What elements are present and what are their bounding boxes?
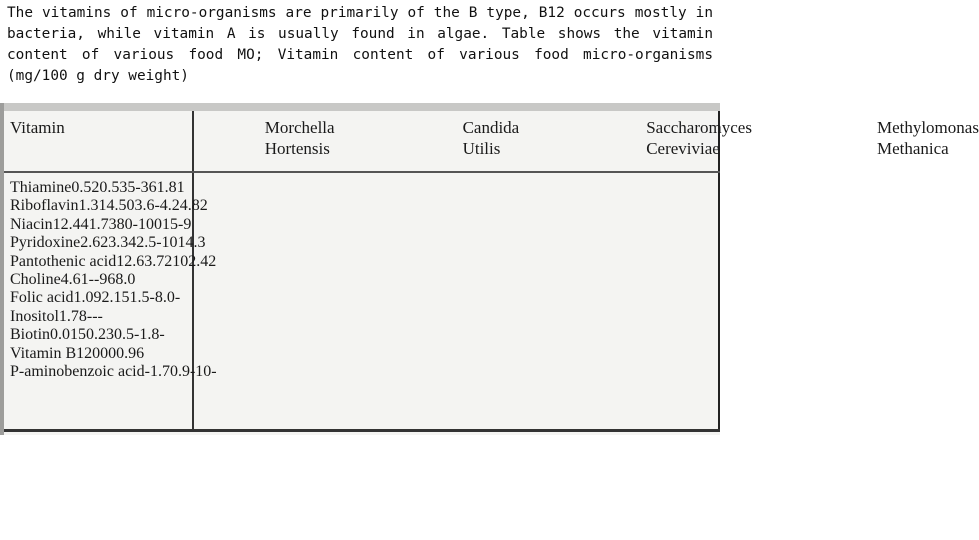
value-cell-v3: - bbox=[94, 270, 100, 288]
bottom-rule bbox=[4, 429, 720, 432]
value-cell-v1: 12.4 bbox=[52, 215, 81, 233]
scan-left-shade bbox=[0, 103, 4, 435]
table-body bbox=[10, 179, 716, 381]
vitamin-name-cell: Pantothenic acid bbox=[10, 252, 117, 270]
value-cell-v2: 0.53 bbox=[99, 179, 128, 196]
value-cell-v3: 5-36 bbox=[127, 179, 157, 196]
value-cell-v1: 0.52 bbox=[71, 179, 100, 196]
value-cell-v3: 2.5-10 bbox=[136, 234, 178, 252]
value-cell-v2: 3.34 bbox=[108, 234, 137, 252]
value-cell-v4: 968.0 bbox=[99, 270, 136, 288]
value-cell-v4: 15-9 bbox=[161, 215, 192, 233]
value-cell-v4: - bbox=[211, 362, 217, 380]
value-cell-v3: 1.5-8.0 bbox=[129, 289, 175, 307]
value-cell-v3: 0.5-1.8 bbox=[114, 326, 160, 344]
intro-paragraph: The vitamins of micro-organisms are primarily of the B type, B12 occurs mostly in bacteria, while vitamin A is usually found in algae. Table shows the vitamin content of various food MO; Vitamin content of various food micro-organisms (mg/100 g dry weight) bbox=[7, 5, 713, 84]
value-cell-v1: 1.78 bbox=[58, 307, 87, 325]
value-cell-v1: 0 bbox=[92, 344, 101, 362]
value-cell-v4: 1.81 bbox=[156, 179, 185, 196]
value-cell-v4: - bbox=[97, 307, 103, 325]
value-cell-v2: - bbox=[88, 270, 94, 288]
table-row bbox=[10, 326, 716, 344]
value-cell-v1: 0.015 bbox=[50, 326, 87, 344]
vitamin-name-cell: Inositol bbox=[10, 307, 59, 325]
vitamin-name-cell: Biotin bbox=[10, 326, 51, 344]
vitamin-name-cell: Riboflavin bbox=[10, 197, 79, 215]
vitamin-name-cell: Vitamin B12 bbox=[10, 344, 93, 362]
table-header-row bbox=[10, 117, 979, 169]
vitamin-name-cell: Folic acid bbox=[10, 289, 74, 307]
value-cell-v1: - bbox=[144, 362, 150, 380]
value-cell-v2: 0 bbox=[100, 344, 109, 362]
vitamin-name-cell: Niacin bbox=[10, 215, 53, 233]
table-row bbox=[10, 308, 716, 326]
value-cell-v4: 0.96 bbox=[116, 344, 145, 362]
table-row bbox=[10, 216, 716, 234]
header-rule bbox=[4, 171, 720, 173]
value-cell-v2: 0.23 bbox=[86, 326, 115, 344]
value-cell-v1: 1.31 bbox=[78, 197, 107, 215]
table-row bbox=[10, 253, 716, 271]
scan-top-shade bbox=[0, 103, 720, 111]
table-row bbox=[10, 363, 716, 381]
vitamin-name-cell: P-aminobenzoic acid bbox=[10, 362, 145, 380]
value-cell-v4: 4.82 bbox=[179, 197, 208, 215]
vitamin-table-image bbox=[0, 103, 979, 435]
value-cell-v3: 0 bbox=[108, 344, 117, 362]
value-cell-v1: 1.09 bbox=[73, 289, 102, 307]
vitamin-name-cell: Choline bbox=[10, 270, 61, 288]
header-methylomonas-methanica: Methylomonas Methanica bbox=[876, 118, 979, 158]
value-cell-v3: 10 bbox=[172, 252, 189, 270]
header-saccharomyces-cereviviae: Saccharomyces Cereviviae bbox=[646, 118, 752, 158]
header-morchella-hortensis: Morchella Hortensis bbox=[264, 118, 335, 158]
vitamin-name-cell: Pyridoxine bbox=[10, 234, 81, 252]
value-cell-v3: - bbox=[92, 307, 98, 325]
vitamin-table bbox=[10, 117, 979, 380]
table-row bbox=[10, 234, 716, 252]
value-cell-v2: 1.7 bbox=[149, 362, 170, 380]
value-cell-v4: 2.42 bbox=[188, 252, 217, 270]
header-candida-utilis: Candida Utilis bbox=[462, 118, 520, 158]
value-cell-v2: 41.73 bbox=[80, 215, 117, 233]
value-cell-v2: 3.72 bbox=[144, 252, 173, 270]
value-cell-v3: 3.6-4.2 bbox=[134, 197, 180, 215]
vitamin-name-cell: Thiamine bbox=[10, 179, 72, 196]
value-cell-v1: 2.62 bbox=[80, 234, 109, 252]
value-cell-v4: - bbox=[174, 289, 181, 307]
table-row bbox=[10, 197, 716, 215]
value-cell-v2: - bbox=[86, 307, 93, 325]
table-row bbox=[10, 289, 716, 307]
value-cell-v2: 4.50 bbox=[106, 197, 135, 215]
value-cell-v4: 14.3 bbox=[177, 234, 206, 252]
table-row bbox=[10, 179, 716, 197]
value-cell-v3: 80-100 bbox=[116, 215, 162, 233]
table-row bbox=[10, 271, 716, 289]
header-vitamin: Vitamin bbox=[10, 118, 65, 137]
value-cell-v3: 0.9-10 bbox=[169, 362, 212, 380]
value-cell-v1: 12.6 bbox=[116, 252, 145, 270]
value-cell-v2: 2.15 bbox=[101, 289, 130, 307]
table-row bbox=[10, 345, 716, 363]
value-cell-v1: 4.61 bbox=[60, 270, 89, 288]
value-cell-v4: - bbox=[159, 326, 165, 344]
